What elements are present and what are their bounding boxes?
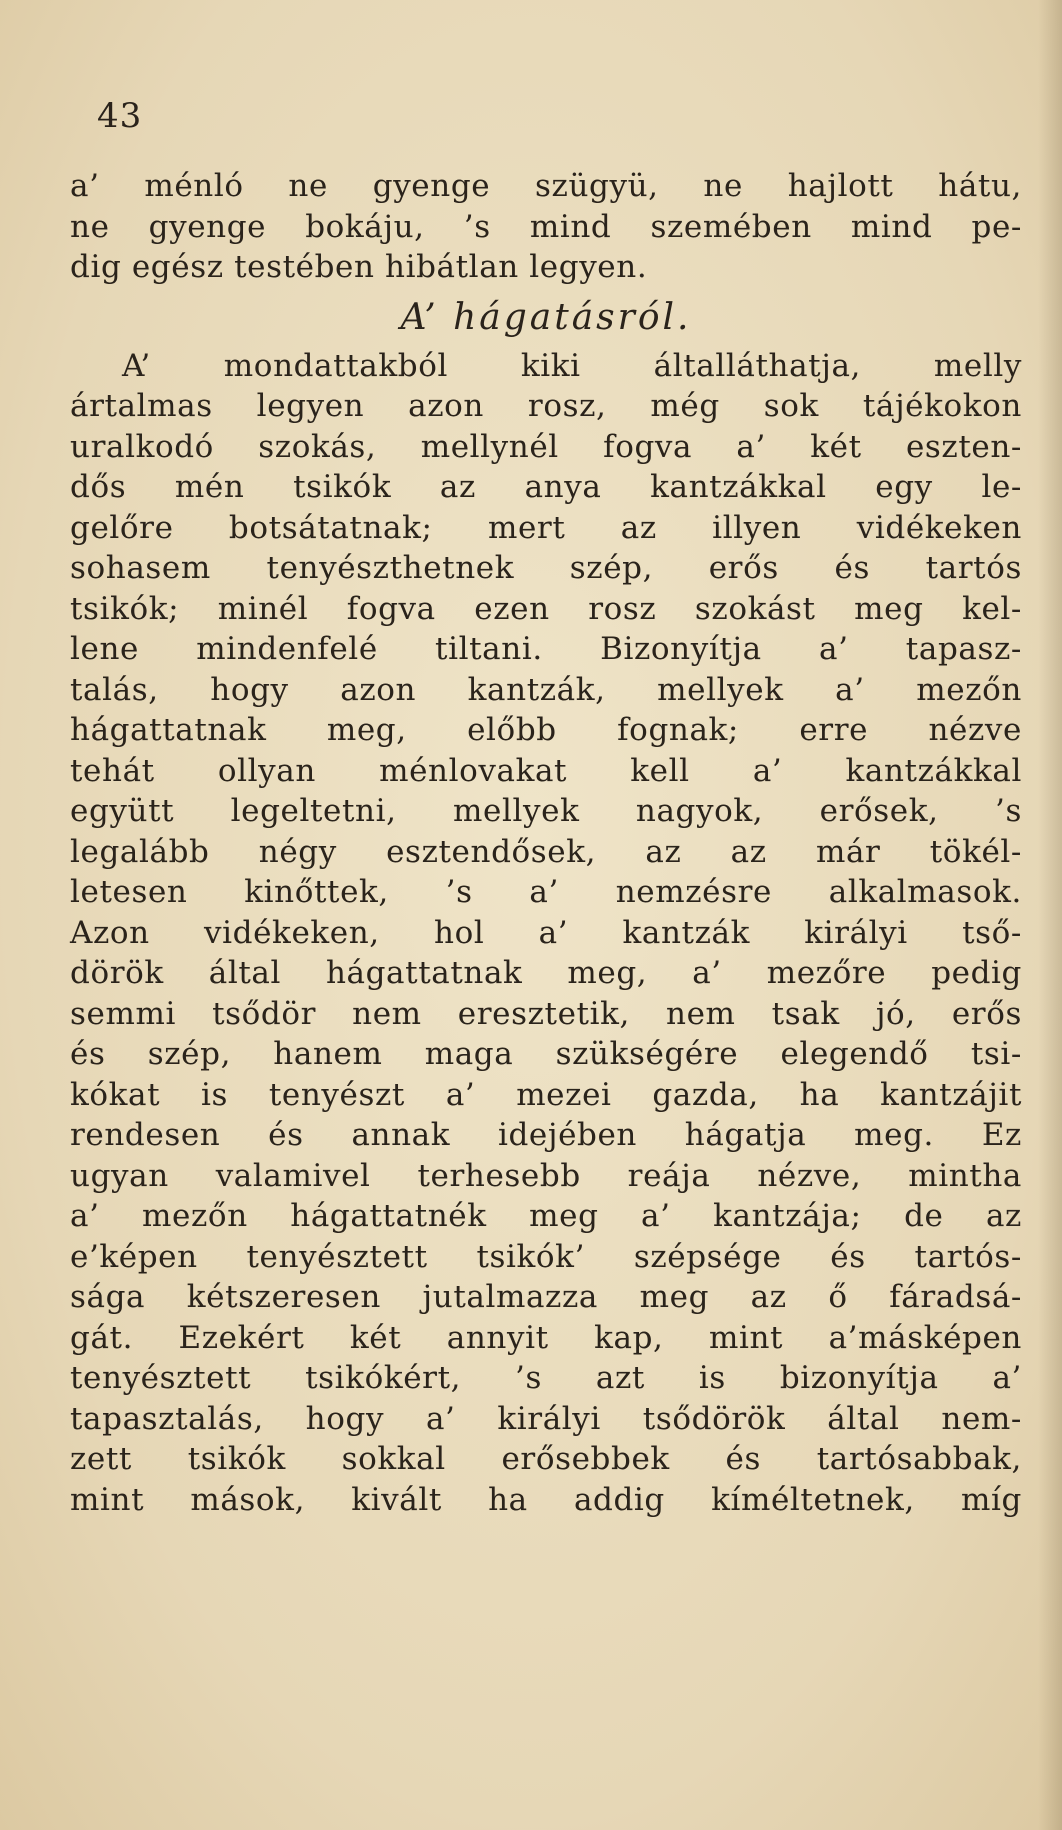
text-line: dős mén tsikók az anya kantzákkal egy le-: [70, 469, 1022, 505]
page-edge-shadow: [1038, 0, 1062, 1830]
text-line: dig egész testében hibátlan legyen.: [70, 249, 648, 285]
text-line: ne gyenge bokáju, ’s mind szemében mind pe-: [70, 208, 1022, 245]
text-line: gelőre botsátatnak; mert az illyen vidékeken: [70, 509, 1022, 546]
text-line: a’ mezőn hágattatnék meg a’ kantzája; de az: [70, 1198, 1022, 1234]
text-line: e’képen tenyésztett tsikók’ szépsége és tartós-: [70, 1238, 1022, 1275]
text-line: hágattatnak meg, előbb fognak; erre nézve: [70, 712, 1022, 748]
text-line: Azon vidékeken, hol a’ kantzák királyi tső-: [70, 914, 1022, 951]
text-line: együtt legeltetni, mellyek nagyok, erősek, ’s: [70, 793, 1022, 829]
text-line: rendesen és annak idejében hágatja meg. Ez: [70, 1117, 1022, 1153]
text-line: talás, hogy azon kantzák, mellyek a’ mezőn: [70, 671, 1022, 708]
text-line: sága kétszeresen jutalmazza meg az ő fáradsá-: [70, 1279, 1022, 1315]
text-line: a’ ménló ne gyenge szügyü, ne hajlott hátu,: [70, 168, 1022, 204]
text-line: lene mindenfelé tiltani. Bizonyítja a’ tapasz-: [70, 631, 1022, 667]
text-line: legalább négy esztendősek, az az már tökél-: [70, 833, 1022, 870]
text-line: tsikók; minél fogva ezen rosz szokást meg kel-: [70, 590, 1022, 627]
text-line: gát. Ezekért két annyit kap, mint a’másképen: [70, 1319, 1022, 1356]
text-line: ártalmas legyen azon rosz, még sok tájékokon: [70, 388, 1022, 424]
text-line: uralkodó szokás, mellynél fogva a’ két eszten-: [70, 428, 1022, 465]
text-block: [70, 166, 1022, 1520]
page-number: 43: [97, 96, 143, 136]
text-line: dörök által hágattatnak meg, a’ mezőre pedig: [70, 955, 1022, 991]
text-line: sohasem tenyészthetnek szép, erős és tartós: [70, 550, 1022, 586]
text-line: kókat is tenyészt a’ mezei gazda, ha kantzájit: [70, 1076, 1022, 1113]
text-line: zett tsikók sokkal erősebbek és tartósabbak,: [70, 1441, 1022, 1477]
text-line: tenyésztett tsikókért, ’s azt is bizonyítja a’: [70, 1360, 1022, 1396]
text-line: mint mások, kivált ha addig kíméltetnek, míg: [70, 1481, 1022, 1518]
text-line: és szép, hanem maga szükségére elegendő tsi-: [70, 1036, 1022, 1072]
text-line: letesen kinőttek, ’s a’ nemzésre alkalmasok.: [70, 874, 1022, 910]
text-line: A’ mondattakból kiki általláthatja, melly: [122, 347, 1022, 384]
section-heading: A’ hágatásról.: [400, 296, 692, 338]
text-line: tehát ollyan ménlovakat kell a’ kantzákkal: [70, 752, 1022, 789]
text-line: ugyan valamivel terhesebb reája nézve, mintha: [70, 1157, 1022, 1194]
text-line: semmi tsődör nem eresztetik, nem tsak jó, erős: [70, 995, 1022, 1032]
text-line: tapasztalás, hogy a’ királyi tsődörök által nem-: [70, 1400, 1022, 1437]
